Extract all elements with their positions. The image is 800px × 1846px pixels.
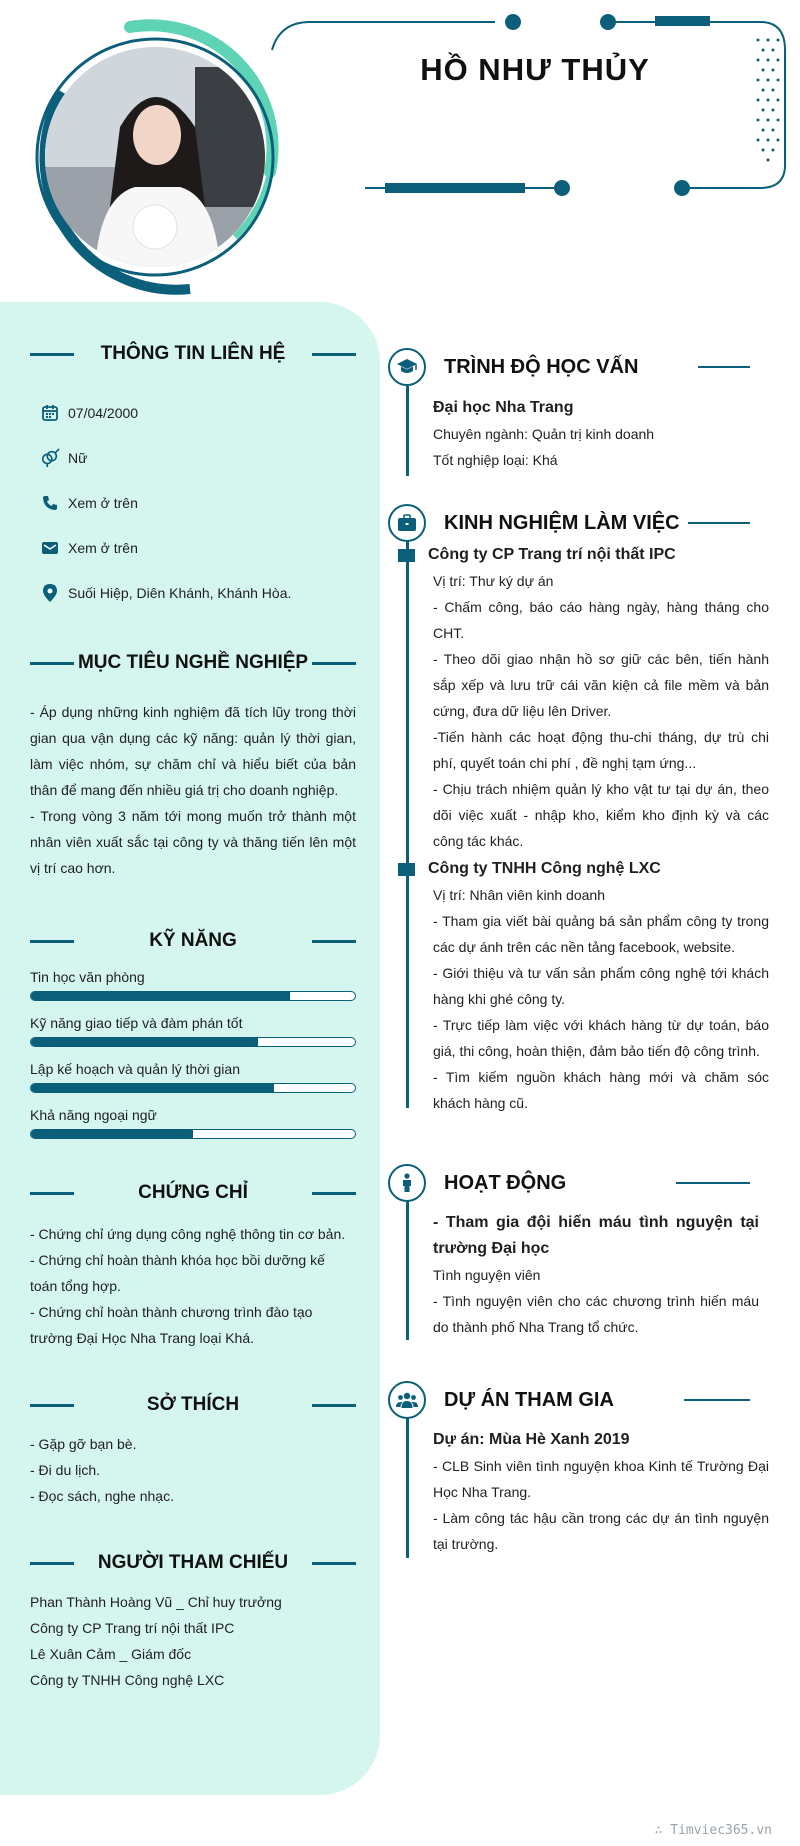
company-marker [398,863,415,876]
heading-bar [30,662,74,665]
education-grade: Tốt nghiệp loại: Khá [433,452,558,468]
activities-body [433,1210,759,1340]
activities-title: HOẠT ĐỘNG [444,1171,567,1194]
contact-text: Xem ở trên [68,494,138,511]
company-name [398,856,769,882]
objective-line: - Áp dụng những kinh nghiệm đã tích lũy trong thời gian qua vận dụng các kỹ năng: quản lý thời gian, làm việc nhóm, sự chăm chỉ và hiểu biết của bản thân để mang đến nhiều giá trị cho doanh nghiệp. [30,704,356,798]
header-decoration [270,10,790,200]
skill-name: Khả năng ngoại ngữ [30,1107,157,1123]
contact-section [30,340,356,615]
school-name: Đại học Nha Trang [433,399,574,416]
contact-phone [30,480,356,525]
company-name [398,542,769,568]
project-line: - CLB Sinh viên tình nguyện khoa Kinh tế Trường Đại Học Nha Trang. [433,1458,769,1500]
avatar [45,47,265,267]
heading-bar [30,1562,74,1565]
heading-bar [30,353,74,356]
activity-role: Tình nguyện viên [433,1267,541,1283]
job-line: - Chịu trách nhiệm quản lý kho vật tư tại dự án, theo dõi việc xuất - nhập kho, kiểm kho định kỳ và các công tác khác. [433,781,769,849]
skill-item [30,1061,356,1093]
contact-gender [30,435,356,480]
projects-heading [388,1380,760,1420]
contact-text: Xem ở trên [68,539,138,556]
gender-icon [40,448,60,468]
job-line: - Theo dõi giao nhận hồ sơ giữ các bên, tiến hành sắp xếp và lưu trữ cái văn kiện cả file mềm và bản cứng, đưa dữ liệu lên Driver. [433,651,769,719]
skill-item [30,1015,356,1047]
activities-timeline [406,1200,409,1340]
skill-bar [30,1129,356,1139]
certificates-section [30,1179,356,1351]
company-label: Công ty CP Trang trí nội thất IPC [428,546,676,563]
graduation-cap-icon [388,348,426,386]
contact-heading [30,340,356,368]
skill-fill [31,1130,193,1138]
skills-heading [30,927,356,955]
hobby-line: - Gặp gỡ bạn bè. [30,1436,137,1452]
experience-title: KINH NGHIỆM LÀM VIỆC [444,511,680,534]
education-heading [388,347,760,387]
objective-line: - Trong vòng 3 năm tới mong muốn trở thành một nhân viên xuất sắc tại công ty và thăng tiến lên một vị trí cao hơn. [30,808,356,876]
heading-bar [312,1404,356,1407]
contact-title: THÔNG TIN LIÊN HỆ [100,343,286,364]
objective-title: MỤC TIÊU NGHỀ NGHIỆP [77,652,309,673]
experience-timeline [406,540,409,1108]
skill-bar [30,1037,356,1047]
skill-fill [31,992,290,1000]
job-line: - Giới thiệu và tư vấn sản phẩm công nghệ tới khách hàng khi ghé công ty. [433,965,769,1007]
certificates-title: CHỨNG CHỈ [138,1182,248,1203]
references-heading [30,1549,356,1577]
heading-line [698,366,750,368]
skill-bar [30,991,356,1001]
reference-line: Công ty CP Trang trí nội thất IPC [30,1620,235,1636]
skills-title: KỸ NĂNG [149,930,237,951]
heading-bar [312,1562,356,1565]
contact-email [30,525,356,570]
skills-section [30,927,356,1139]
skill-fill [31,1084,274,1092]
contact-text: Suối Hiệp, Diên Khánh, Khánh Hòa. [68,584,292,601]
candidate-name: HỒ NHƯ THỦY [420,52,650,87]
heading-line [684,1399,750,1401]
skill-fill [31,1038,258,1046]
experience-heading [388,503,760,543]
experience-body [428,542,769,1116]
certificate-line: - Chứng chỉ hoàn thành chương trình đào tạo trường Đại Học Nha Trang loại Khá. [30,1304,313,1346]
project-heading: Dự án: Mùa Hè Xanh 2019 [433,1431,630,1448]
location-icon [40,583,60,603]
contact-text: 07/04/2000 [68,404,139,421]
projects-body [433,1427,769,1557]
skill-name: Lập kế hoạch và quản lý thời gian [30,1061,240,1077]
group-icon [388,1381,426,1419]
heading-bar [30,1192,74,1195]
left-column [30,340,356,1743]
job-position: Vị trí: Nhân viên kinh doanh [433,887,605,903]
heading-bar [312,353,356,356]
certificate-line: - Chứng chỉ hoàn thành khóa học bồi dưỡng kế toán tổng hợp. [30,1252,325,1294]
heading-bar [312,940,356,943]
skill-item [30,969,356,1001]
hobby-line: - Đi du lịch. [30,1462,101,1478]
hobby-line: - Đọc sách, nghe nhạc. [30,1488,174,1504]
job-position: Vị trí: Thư ký dự án [433,573,554,589]
education-major: Chuyên ngành: Quản trị kinh doanh [433,426,655,442]
hobbies-title: SỞ THÍCH [146,1394,240,1415]
activity-heading: - Tham gia đội hiến máu tình nguyện tại trường Đại học [433,1214,759,1257]
objective-heading [30,649,356,677]
projects-title: DỰ ÁN THAM GIA [444,1388,614,1411]
email-icon [40,538,60,558]
reference-line: Phan Thành Hoàng Vũ _ Chỉ huy trưởng [30,1594,282,1610]
job-line: - Trực tiếp làm việc với khách hàng từ dự toán, báo giá, thi công, hoàn thiện, đảm bảo tiến độ công trình. [433,1017,769,1059]
references-section [30,1549,356,1693]
hobbies-heading [30,1391,356,1419]
header [0,0,800,300]
heading-bar [30,940,74,943]
person-icon [388,1164,426,1202]
job-line: - Tham gia viết bài quảng bá sản phẩm công ty trong các dự ánh trên các nền tảng facebook, website. [433,913,769,955]
heading-line [688,522,750,524]
watermark: ∴ Timviec365.vn [654,1823,772,1838]
certificates-heading [30,1179,356,1207]
heading-bar [30,1404,74,1407]
project-line: - Làm công tác hậu cần trong các dự án tình nguyện tại trường. [433,1510,769,1552]
reference-line: Công ty TNHH Công nghệ LXC [30,1672,225,1688]
heading-line [676,1182,750,1184]
job-line: - Tìm kiếm nguồn khách hàng mới và chăm sóc khách hàng cũ. [433,1069,769,1111]
projects-timeline [406,1418,409,1558]
company-marker [398,549,415,562]
education-title: TRÌNH ĐỘ HỌC VẤN [444,355,639,378]
job-line: -Tiến hành các hoạt động thu-chi tháng, dự trù chi phí, quyết toán chi phí , đề nghị tạm ứng... [433,729,769,771]
briefcase-icon [388,504,426,542]
company-label: Công ty TNHH Công nghệ LXC [428,860,661,877]
references-title: NGƯỜI THAM CHIẾU [97,1552,289,1573]
heading-bar [312,662,356,665]
activities-heading [388,1163,760,1203]
activity-desc: - Tình nguyện viên cho các chương trình hiến máu do thành phố Nha Trang tổ chức. [433,1293,759,1335]
heading-bar [312,1192,356,1195]
education-timeline [406,386,409,476]
skill-item [30,1107,356,1139]
reference-line: Lê Xuân Cảm _ Giám đốc [30,1646,192,1662]
contact-text: Nữ [68,449,88,466]
skill-bar [30,1083,356,1093]
objective-section [30,649,356,881]
certificate-line: - Chứng chỉ ứng dụng công nghệ thông tin cơ bản. [30,1226,346,1242]
phone-icon [40,493,60,513]
job-line: - Chấm công, báo cáo hàng ngày, hàng tháng cho CHT. [433,599,769,641]
skill-name: Tin học văn phòng [30,969,145,985]
contact-birthday [30,390,356,435]
education-body [433,395,769,473]
hobbies-section [30,1391,356,1509]
calendar-icon [40,403,60,423]
contact-address [30,570,356,615]
skill-name: Kỹ năng giao tiếp và đàm phán tốt [30,1015,243,1031]
